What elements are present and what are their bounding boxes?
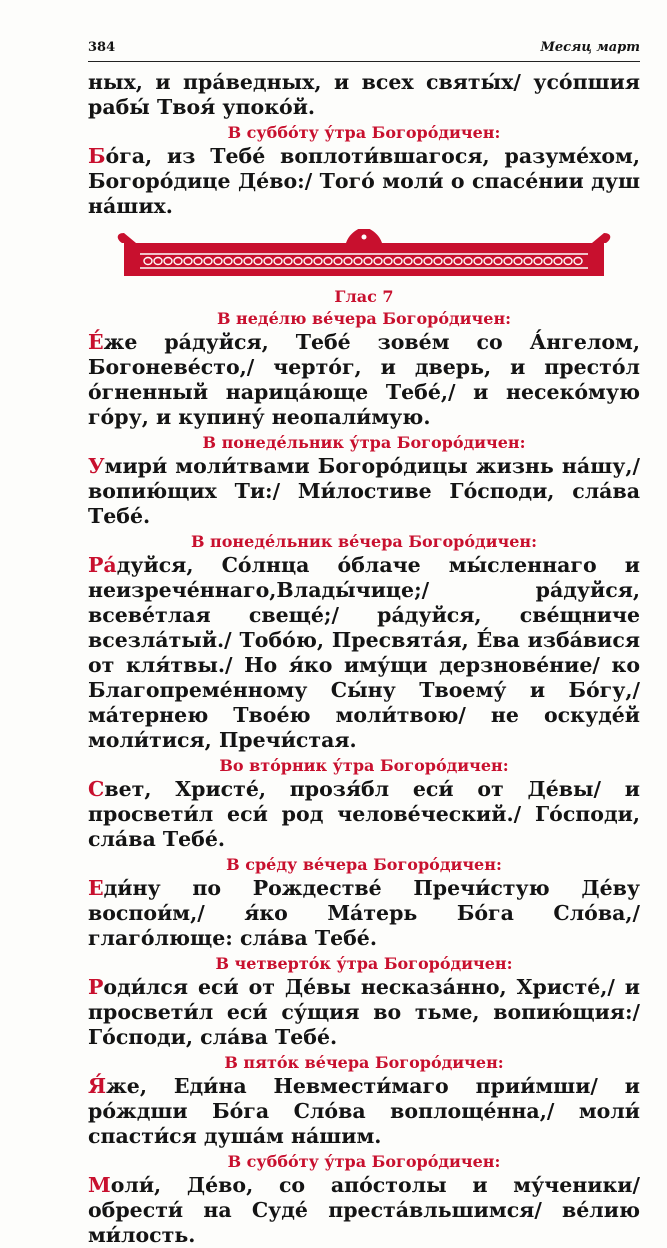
verse-text: ди́ну по Рождестве́ Пречи́стую Де́ву воспои́м,/ я́ко Ма́терь Бо́га Сло́ва,/ глаго́люще: сла́ва Тебе́. — [88, 876, 640, 950]
verse-text: вет, Христе́, прозя́бл еси́ от Де́вы/ и просвети́л еси́ род челове́ческий./ Го́споди, сла́ва Тебе́. — [88, 777, 640, 851]
rubric: Во вто́рник у́тра Богоро́дичен: — [219, 756, 509, 775]
rubric: В суббо́ту у́тра Богоро́дичен: — [227, 123, 501, 142]
verse-continuation: ных, и пра́ведных, и всех святы́х/ усо́пшия рабы́ Твоя́ упоко́й. — [88, 70, 640, 119]
verse-text: о́га, из Тебе́ воплоти́вшагося, разуме́хом, Богоро́дице Де́во:/ Того́ моли́ о спасе́нии душ на́ших. — [88, 144, 640, 218]
verse — [88, 777, 640, 852]
verse-text: дуйся, Со́лнца о́блаче мы́сленнаго и неизрече́ннаго,Влады́чице;/ ра́дуйся, всеве́тлая свеще́;/ ра́дуйся, све́щниче всезла́тый./ Тобо́ю, Пресвята́я, Е́ва изба́вися от кля́твы./ Но я́ко иму́щи дерзнове́ние/ ко Благопреме́нному Сы́ну Твоему́ и Бо́гу,/ ма́тернею Твое́ю моли́твою/ не оскуде́й моли́тися, Пречи́стая. — [88, 553, 640, 752]
rubric: В неде́лю ве́чера Богоро́дичен: — [216, 309, 512, 328]
glas-heading: Глас 7 — [334, 287, 394, 306]
rubric: В понеде́льник у́тра Богоро́дичен: — [202, 433, 526, 452]
verse-sections — [88, 308, 640, 1248]
red-initial: Ра́ — [88, 553, 117, 577]
page — [88, 40, 640, 1248]
page-number: 384 — [88, 40, 116, 55]
verse-text: мири́ моли́твами Богоро́дицы жизнь на́шу,/ вопию́щих Ти:/ Ми́лостиве Го́споди, сла́ва Тебе́. — [88, 454, 640, 528]
verse — [88, 1074, 640, 1149]
red-initial: У — [88, 454, 105, 478]
page-header — [88, 40, 640, 62]
red-initial: Е — [88, 876, 104, 900]
verse-text: оди́лся еси́ от Де́вы несказа́нно, Христе́,/ и просвети́л еси́ су́щия во тьме, вопию́щия:/ Го́споди, сла́ва Тебе́. — [88, 975, 640, 1049]
verse — [88, 144, 640, 219]
verse — [88, 876, 640, 951]
rubric: В сре́ду ве́чера Богоро́дичен: — [226, 855, 502, 874]
verse-text: же ра́дуйся, Тебе́ зове́м со А́нгелом, Богоневе́сто,/ черто́г, и дверь, и престо́л о́гненный нарица́юще Тебе́,/ и несеко́мую го́ру, и купину́ неопали́мую. — [88, 330, 640, 429]
verse — [88, 1173, 640, 1248]
verse-text: оли́, Де́во, со апо́столы и му́ченики/ обрести́ на Суде́ преста́вльшимся/ ве́лию ми́лость. — [88, 1173, 640, 1247]
red-initial: Е́ — [88, 330, 104, 354]
red-initial: Я́ — [88, 1074, 107, 1098]
red-headpiece-ornament — [114, 229, 614, 279]
verse — [88, 553, 640, 753]
verse — [88, 330, 640, 430]
red-initial: С — [88, 777, 105, 801]
verse — [88, 975, 640, 1050]
rubric: В понеде́льник ве́чера Богоро́дичен: — [190, 532, 538, 551]
verse-text: же, Еди́на Невмести́маго прии́мши/ и ро́ждши Бо́га Сло́ва воплоще́нна,/ моли́ спасти́ся душа́м на́шим. — [88, 1074, 640, 1148]
red-initial: М — [88, 1173, 111, 1197]
rubric: В пято́к ве́чера Богоро́дичен: — [224, 1053, 504, 1072]
rubric: В четверто́к у́тра Богоро́дичен: — [215, 954, 513, 973]
rubric: В суббо́ту у́тра Богоро́дичен: — [227, 1152, 501, 1171]
verse — [88, 454, 640, 529]
red-initial: Р — [88, 975, 104, 999]
red-initial: Б — [88, 144, 106, 168]
running-title: Месяц март — [540, 40, 640, 55]
